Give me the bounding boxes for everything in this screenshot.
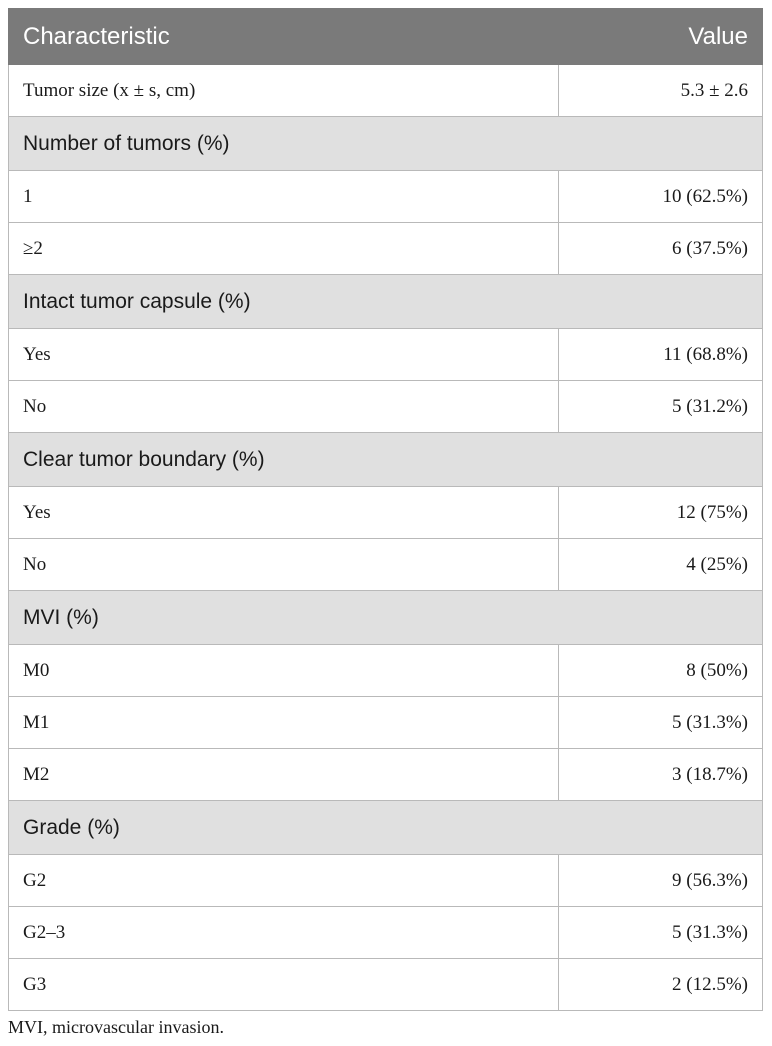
header-value: Value xyxy=(559,9,763,65)
row-value: 8 (50%) xyxy=(559,645,763,697)
row-value: 5 (31.3%) xyxy=(559,907,763,959)
section-label: Intact tumor capsule (%) xyxy=(9,275,559,329)
row-label: M2 xyxy=(9,749,559,801)
section-empty-cell xyxy=(559,591,763,645)
section-header-row xyxy=(9,275,763,329)
table-row xyxy=(9,959,763,1011)
table-row xyxy=(9,539,763,591)
section-empty-cell xyxy=(559,433,763,487)
table-row xyxy=(9,855,763,907)
section-header-row xyxy=(9,591,763,645)
table-row xyxy=(9,749,763,801)
section-header-row xyxy=(9,117,763,171)
row-label: Yes xyxy=(9,487,559,539)
row-label: No xyxy=(9,381,559,433)
table-footnote: MVI, microvascular invasion. xyxy=(8,1017,224,1037)
table-row xyxy=(9,697,763,749)
section-empty-cell xyxy=(559,275,763,329)
row-value: 12 (75%) xyxy=(559,487,763,539)
row-value: 10 (62.5%) xyxy=(559,171,763,223)
section-empty-cell xyxy=(559,117,763,171)
table-row xyxy=(9,329,763,381)
row-label: ≥2 xyxy=(9,223,559,275)
row-label: G2–3 xyxy=(9,907,559,959)
row-label: M0 xyxy=(9,645,559,697)
section-empty-cell xyxy=(559,801,763,855)
row-label: 1 xyxy=(9,171,559,223)
row-label: Yes xyxy=(9,329,559,381)
table-row xyxy=(9,223,763,275)
table-row xyxy=(9,645,763,697)
table-row xyxy=(9,907,763,959)
row-value: 9 (56.3%) xyxy=(559,855,763,907)
row-value: 11 (68.8%) xyxy=(559,329,763,381)
section-header-row xyxy=(9,801,763,855)
section-label: MVI (%) xyxy=(9,591,559,645)
section-header-row xyxy=(9,433,763,487)
header-characteristic: Characteristic xyxy=(9,9,559,65)
row-label: G2 xyxy=(9,855,559,907)
header-row xyxy=(9,9,763,65)
characteristics-table-container xyxy=(8,8,762,1011)
row-value: 5 (31.3%) xyxy=(559,697,763,749)
row-value: 2 (12.5%) xyxy=(559,959,763,1011)
section-label: Clear tumor boundary (%) xyxy=(9,433,559,487)
table-row xyxy=(9,65,763,117)
row-label: Tumor size (x ± s, cm) xyxy=(9,65,559,117)
section-label: Number of tumors (%) xyxy=(9,117,559,171)
table-row xyxy=(9,381,763,433)
row-value: 6 (37.5%) xyxy=(559,223,763,275)
table-body xyxy=(9,65,763,1011)
table-row xyxy=(9,171,763,223)
row-value: 4 (25%) xyxy=(559,539,763,591)
row-label: No xyxy=(9,539,559,591)
row-value: 3 (18.7%) xyxy=(559,749,763,801)
row-value: 5 (31.2%) xyxy=(559,381,763,433)
row-label: G3 xyxy=(9,959,559,1011)
table-header xyxy=(9,9,763,65)
row-value: 5.3 ± 2.6 xyxy=(559,65,763,117)
characteristics-table xyxy=(8,8,763,1011)
section-label: Grade (%) xyxy=(9,801,559,855)
row-label: M1 xyxy=(9,697,559,749)
table-row xyxy=(9,487,763,539)
